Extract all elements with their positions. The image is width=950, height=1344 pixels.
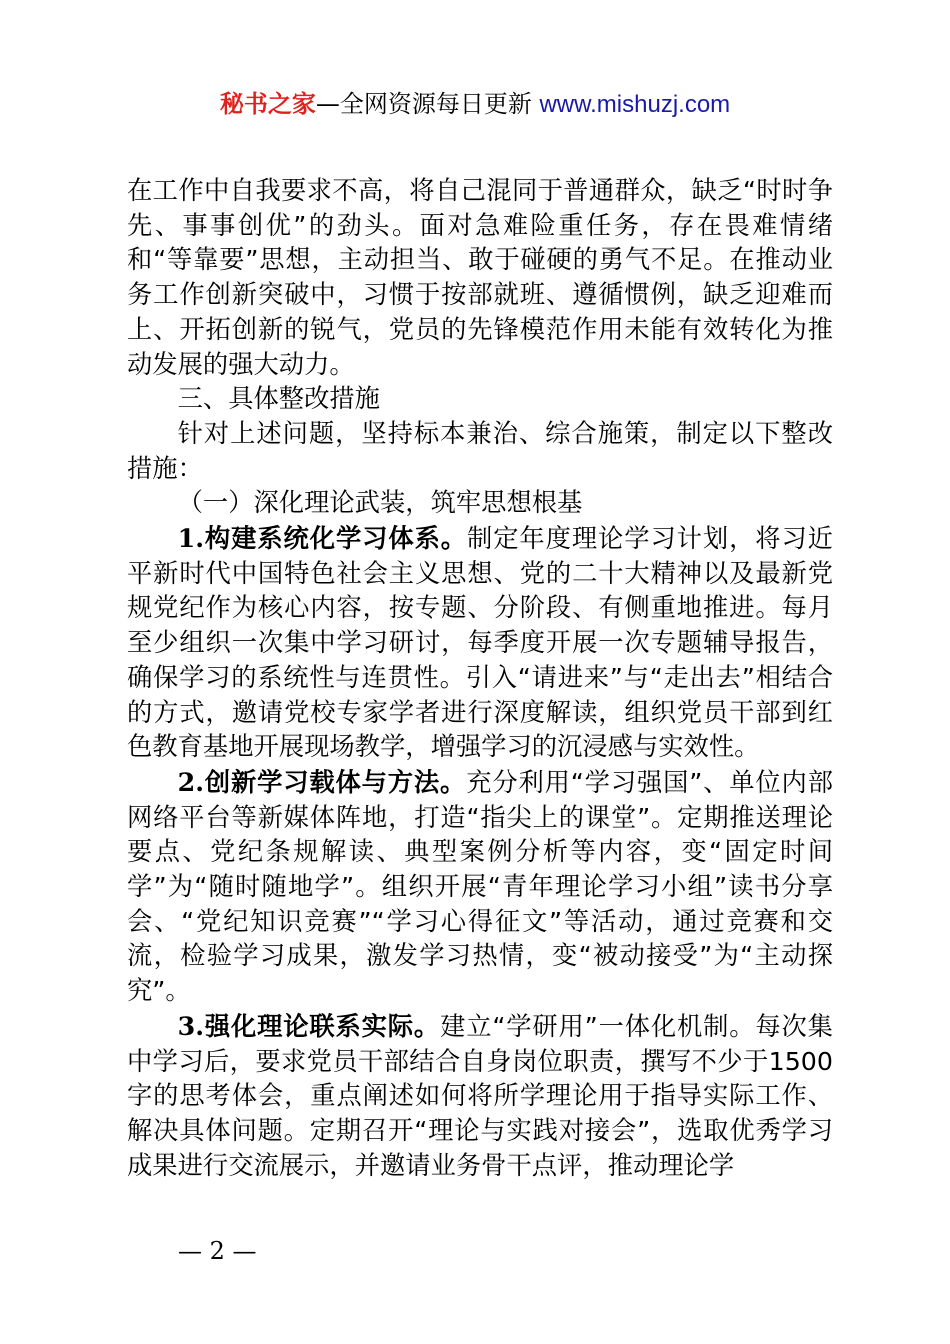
brand-name: 秘书之家 xyxy=(219,90,316,118)
measure-item-3 xyxy=(127,1009,833,1184)
section-heading: 三、具体整改措施 xyxy=(177,384,380,414)
measure-item-2 xyxy=(127,765,833,1009)
paragraph-continued: 在工作中自我要求不高，将自己混同于普通群众，缺乏“时时争先、事事创优”的劲头。面对急难险重任务，存在畏难情绪和“等靠要”思想，主动担当、敢于碰硬的勇气不足。在推动业务工作创新突破中，习惯于按部就班、遵循惯例，缺乏迎难而上、开拓创新的锐气，党员的先锋模范作用未能有效转化为推动发展的强大动力。 xyxy=(127,176,833,379)
item-title: 强化理论联系实际。 xyxy=(204,1011,441,1041)
item-number: 3. xyxy=(177,1010,205,1041)
item-text: 制定年度理论学习计划，将习近平新时代中国特色社会主义思想、党的二十大精神以及最新党规党纪作为核心内容，按专题、分阶段、有侧重地推进。每月至少组织一次集中学习研讨，每季度开展一次专题辅导报告，确保学习的系统性与连贯性。引入“请进来”与“走出去”相结合的方式，邀请党校专家学者进行深度解读，组织党员干部到红色教育基地开展现场教学，增强学习的沉浸感与实效性。 xyxy=(127,524,833,762)
header-tagline: —全网资源每日更新 xyxy=(315,90,540,118)
item-title: 创新学习载体与方法。 xyxy=(204,767,467,797)
item-text: 充分利用“学习强国”、单位内部网络平台等新媒体阵地，打造“指尖上的课堂”。定期推送理论要点、党纪条规解读、典型案例分析等内容，变“固定时间学”为“随时随地学”。组织开展“青年理论学习小组”读书分享会、“党纪知识竞赛”“学习心得征文”等活动，通过竞赛和交流，检验学习成果，激发学习热情，变“被动接受”为“主动探究”。 xyxy=(127,767,833,1006)
item-text: 建立“学研用”一体化机制。每次集中学习后，要求党员干部结合自身岗位职责，撰写不少于1500字的思考体会，重点阐述如何将所学理论用于指导实际工作、解决具体问题。定期召开“理论与实践对接会”，选取优秀学习成果进行交流展示，并邀请业务骨干点评，推动理论学 xyxy=(127,1011,833,1180)
site-url-link[interactable]: www.mishuzj.com xyxy=(539,91,731,118)
measure-item-1 xyxy=(127,521,833,765)
intro-paragraph: 针对上述问题，坚持标本兼治、综合施策，制定以下整改措施： xyxy=(127,418,833,483)
document-body xyxy=(127,174,833,1183)
subsection-heading: （一）深化理论武装，筑牢思想根基 xyxy=(177,488,583,518)
item-title: 构建系统化学习体系。 xyxy=(204,524,467,554)
item-number: 1. xyxy=(177,523,205,554)
page-number: — 2 — xyxy=(178,1237,257,1265)
item-number: 2. xyxy=(177,766,205,797)
site-header xyxy=(0,88,950,121)
